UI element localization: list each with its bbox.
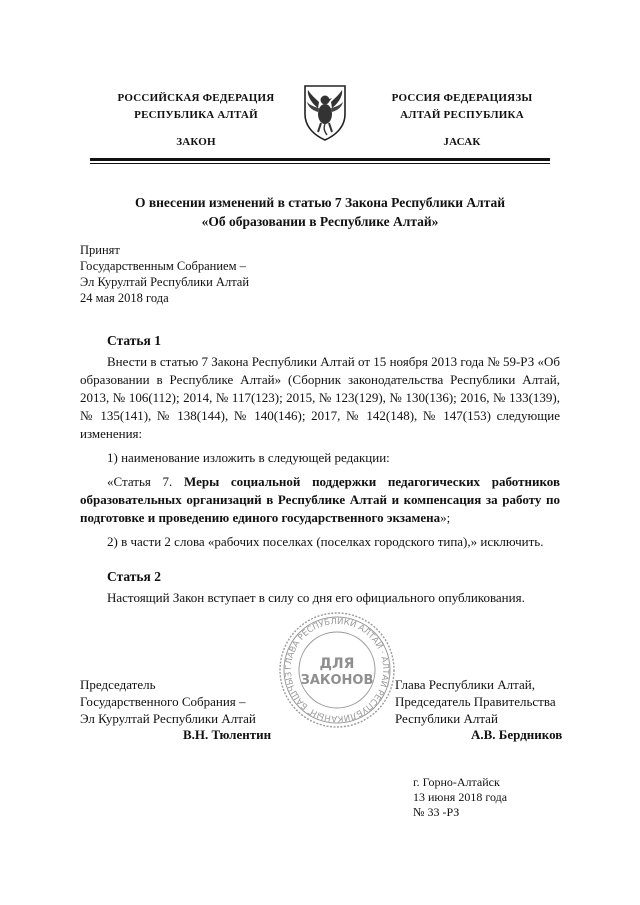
- header-left-type: ЗАКОН: [176, 136, 216, 148]
- signature-right-line2: Председатель Правительства: [395, 694, 556, 709]
- header-divider-thick: [90, 158, 550, 161]
- law-number: № 33 -РЗ: [413, 805, 460, 819]
- header-left-line1: РОССИЙСКАЯ ФЕДЕРАЦИЯ: [117, 92, 275, 104]
- publication-date: 13 июня 2018 года: [413, 790, 508, 804]
- signature-left-line1: Председатель: [80, 677, 156, 692]
- article1-quote: [80, 473, 560, 527]
- adoption-line3: Эл Курултай Республики Алтай: [80, 275, 250, 289]
- article1-intro: Внести в статью 7 Закона Республики Алтай от 15 ноября 2013 года № 59-РЗ «Об образовании в Республике Алтай» (Сборник законодательства Республики Алтай, 2013, № 106(112); 2014, № 117(123); 2015, № 123(129), № 130(136); 2016, № 133(139), № 135(141), № 138(144), № 140(146); 2017, № 142(148), № 147(153) следующие изменения:: [80, 354, 560, 441]
- quote-suffix: »;: [440, 510, 451, 525]
- adoption-date: 24 мая 2018 года: [80, 291, 169, 305]
- stamp-center-line2: ЗАКОНОВ: [300, 673, 374, 688]
- article2-heading: Статья 2: [107, 569, 161, 584]
- signature-left-line3: Эл Курултай Республики Алтай: [80, 711, 256, 726]
- stamp-ring-text: ГЛАВА РЕСПУБЛИКИ АЛТАЙ · АЛТАЙ РЕСПУБЛИКАНЫҤ БАШЧЫЗ: [283, 616, 391, 724]
- signature-right-line1: Глава Республики Алтай,: [395, 677, 535, 692]
- adoption-line2: Государственным Собранием –: [80, 259, 246, 273]
- header-right-type: JАСАК: [443, 136, 481, 148]
- law-title-line2: «Об образовании в Республике Алтай»: [201, 214, 439, 229]
- quote-bold-title: Меры социальной поддержки педагогических работников образовательных организаций в Республике Алтай и компенсация за работу по подготовке и проведению единого государственного экзамена: [80, 474, 561, 525]
- signature-left: [80, 676, 256, 727]
- publication-city: г. Горно-Алтайск: [413, 775, 500, 789]
- publication-details: [413, 775, 507, 820]
- article2-body: [80, 589, 560, 607]
- official-stamp: [277, 610, 397, 730]
- law-title: [80, 193, 560, 231]
- article2-text: Настоящий Закон вступает в силу со дня его официального опубликования.: [107, 590, 525, 605]
- signature-left-line2: Государственного Собрания –: [80, 694, 246, 709]
- header-left-line2: РЕСПУБЛИКА АЛТАЙ: [134, 109, 258, 121]
- adoption-line1: Принят: [80, 243, 120, 257]
- article1-heading: Статья 1: [107, 333, 161, 348]
- quote-prefix: «Статья 7.: [107, 474, 173, 489]
- article1-item2: 2) в части 2 слова «рабочих поселках (поселках городского типа),» исключить.: [107, 534, 544, 549]
- header-right-line2: АЛТАЙ РЕСПУБЛИКА: [400, 109, 524, 121]
- signature-right-name: А.В. Бердников: [471, 727, 563, 742]
- header-divider-thin: [90, 163, 550, 164]
- signature-left-name: В.Н. Тюлентин: [183, 727, 272, 742]
- article1-body: [80, 353, 560, 551]
- adoption-block: [80, 242, 249, 306]
- signature-right: [395, 676, 556, 727]
- coat-of-arms-icon: [296, 80, 354, 142]
- article1-item1: 1) наименование изложить в следующей редакции:: [107, 450, 390, 465]
- stamp-center-line1: ДЛЯ: [319, 656, 355, 672]
- law-title-line1: О внесении изменений в статью 7 Закона Республики Алтай: [134, 195, 506, 210]
- header-right-line1: РОССИЯ ФЕДЕРАЦИЯЗЫ: [391, 92, 533, 104]
- signature-right-line3: Республики Алтай: [395, 711, 498, 726]
